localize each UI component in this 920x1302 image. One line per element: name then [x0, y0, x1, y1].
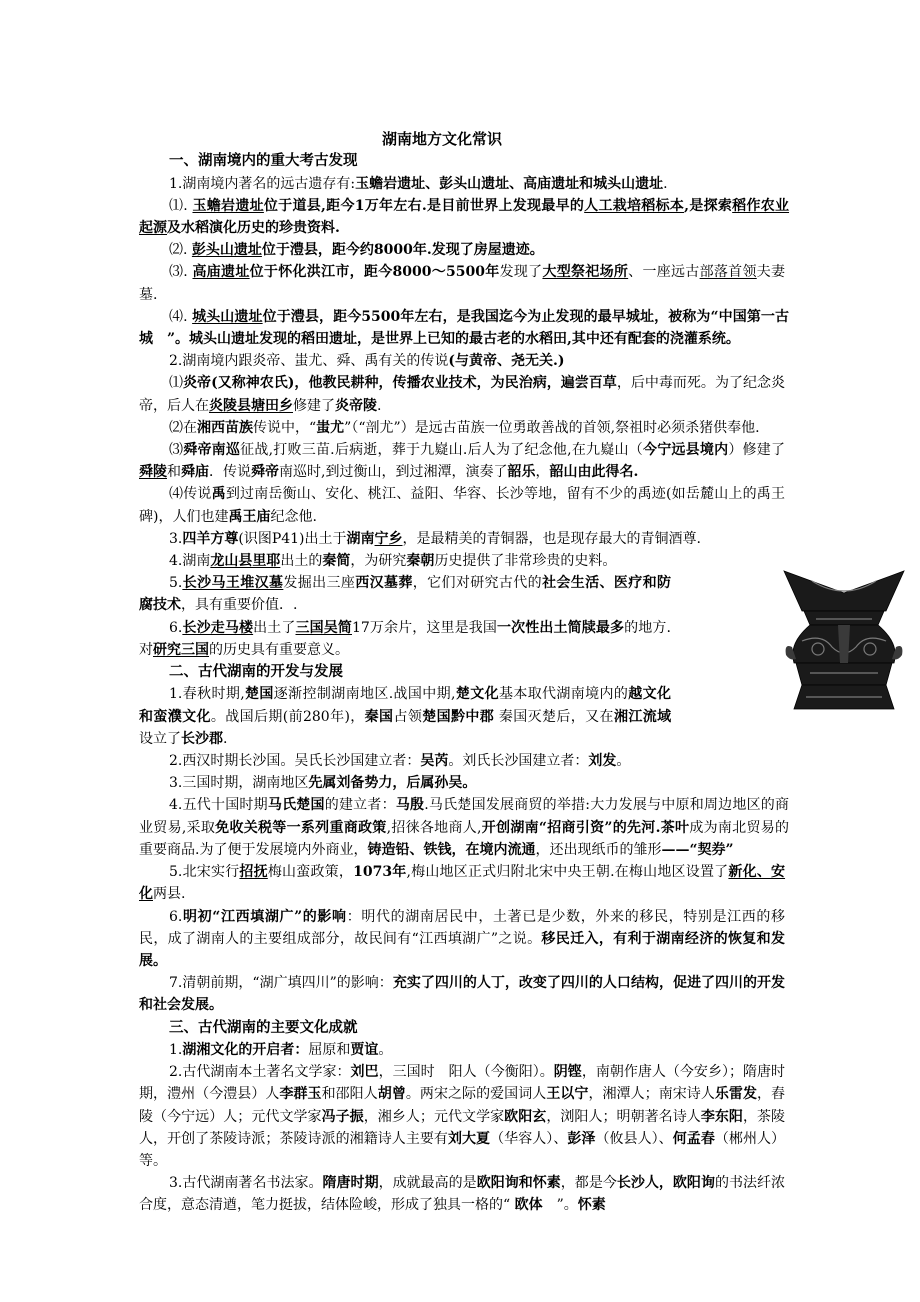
text-run: 舜庙: [181, 464, 209, 481]
text-run: 茶叶: [660, 819, 690, 836]
text-run: 越文化和蛮濮文化: [139, 686, 672, 725]
section-1-body: [139, 173, 790, 661]
text-run: 及水稻演化历史的珍贵资料.: [167, 219, 340, 236]
text-run: ，南朝作唐人（今安乡）；隋唐时期，澧州（今澧县）人: [139, 1064, 786, 1103]
text-run: 。: [616, 753, 631, 770]
text-run: ，还出现纸币的雏形: [535, 841, 662, 858]
text-run: 部落首领: [699, 264, 757, 281]
text-run: （攸县人）、: [595, 1130, 673, 1147]
text-run: 炎陵县塘田乡: [209, 397, 293, 414]
text-run: 禹王庙: [228, 508, 271, 525]
text-run: ）修建了: [728, 441, 786, 458]
text-run: ，都是今: [560, 1175, 617, 1192]
paragraph: [139, 972, 785, 1016]
text-run: 炎帝(又称神农氏)，他教民耕种，传播农业技术，为民治病，遍尝百草: [183, 375, 617, 392]
text-run: 开创湖南“招商引资”的先河.: [481, 819, 661, 836]
text-run: 出土了: [253, 619, 296, 636]
text-run: 1.湖南境内著名的远古遗存有:: [169, 175, 356, 192]
text-run: 。两宋之际的爱国词人: [405, 1086, 547, 1103]
text-run: 夫妻墓.: [139, 264, 786, 303]
text-run: 禹: [211, 486, 226, 503]
document-body: [139, 128, 790, 1217]
text-run: 6.: [169, 908, 183, 925]
text-run: 的地方.对: [139, 619, 671, 658]
text-run: 两县.: [153, 886, 186, 903]
text-run: （华容人）、: [490, 1130, 568, 1147]
text-run: 玉蟾岩遗址、彭头山遗址、高庙遗址和城头山遗址: [355, 175, 664, 192]
text-run: 4.湖南: [169, 552, 211, 569]
text-run: 宁乡: [374, 530, 403, 547]
text-run: 的建立者：: [324, 797, 396, 814]
text-run: ⑷传说: [169, 486, 212, 503]
text-run: 今宁远县境内: [642, 441, 729, 458]
bronze-wine-vessel-icon: [782, 563, 906, 713]
text-run: 欧体: [514, 1197, 543, 1214]
text-run: 2.湖南境内跟炎帝、蚩尤、舜、禹有关的传说: [169, 353, 449, 370]
text-run: 彭泽: [567, 1130, 596, 1147]
text-run: 舜陵: [139, 464, 167, 481]
text-run: 南巡时,到过衡山，到过湘潭，演奏了: [279, 464, 508, 481]
text-run: 位于澧县，距今5500年左右，是我国迄今为止发现的最早城址，被称为“中国第一古城 ”。城头山遗址发现的稻田遗址，是世界上已知的最古老的水稻田,其中还有配套的浇灌系统。: [139, 308, 790, 347]
text-run: 的历史具有重要意义。: [209, 641, 349, 658]
text-run: 新化、安化: [139, 864, 786, 903]
text-run: 位于怀化洪江市，距今8000～5500年: [249, 264, 500, 281]
text-run: ，舂陵（今宁远）人；元代文学家: [139, 1086, 786, 1125]
text-run: 5.北宋实行: [169, 864, 240, 881]
page-title: 湖南地方文化常识: [381, 130, 502, 148]
paragraph: [139, 261, 785, 305]
text-run: 秦国灭楚后，又在: [494, 708, 614, 725]
text-run: 李群玉: [279, 1086, 322, 1103]
text-run: 1.: [169, 1042, 183, 1059]
text-run: ．传说: [209, 464, 251, 481]
text-run: 发现了: [499, 264, 543, 281]
paragraph: [139, 906, 785, 973]
text-run: 、一座远古: [628, 264, 700, 281]
text-run: （郴州人）等。: [139, 1130, 786, 1170]
section-3-body: [139, 1039, 785, 1217]
text-run: ，茶陵人，开创了茶陵诗派；茶陵诗派的湘籍诗人主要有: [139, 1108, 786, 1147]
text-run: 湘西苗族: [197, 419, 253, 436]
text-run: ,招徕各地商人,: [386, 819, 482, 836]
text-run: 2.西汉时期长沙国。吴氏长沙国建立者：: [169, 753, 421, 770]
text-run: 韶山由此得名.: [549, 464, 639, 481]
text-run: 欧阳询和怀素: [476, 1175, 561, 1192]
text-run: 李东阳: [700, 1108, 743, 1125]
text-run: ⑴: [169, 375, 184, 392]
text-run: ⑵.: [169, 242, 192, 259]
text-run: 西汉墓葬: [355, 575, 413, 592]
text-run: 刘发: [588, 753, 617, 770]
text-run: 招抚: [239, 864, 268, 881]
text-run: 湘江流域: [613, 708, 672, 725]
text-run: ，为研究: [350, 552, 407, 569]
text-run: 1073年: [353, 864, 407, 881]
text-run: 马殷: [395, 797, 425, 814]
text-run: ——“契券”: [661, 841, 734, 858]
text-run: 研究三国: [153, 641, 209, 658]
text-run: 3.: [169, 530, 183, 547]
paragraph: [139, 772, 785, 794]
paragraph: [139, 372, 785, 416]
text-run: ，三国时 阳人（今衡阳）。: [378, 1064, 554, 1081]
paragraph: [139, 483, 785, 527]
text-run: 乐雷发: [714, 1086, 758, 1103]
text-run: 三国吴简: [295, 619, 352, 636]
paragraph: [139, 439, 785, 483]
text-run: 一次性出土简牍最多: [497, 619, 625, 636]
text-run: 楚文化: [455, 686, 499, 703]
text-run: 和邵阳人: [321, 1086, 378, 1103]
section-heading-1: 一、湖南境内的重大考古发现: [169, 152, 358, 169]
text-run: 设立了: [139, 730, 181, 747]
text-run: 何孟春: [672, 1130, 715, 1147]
text-run: 明初“江西填湖广”的影响: [182, 908, 347, 925]
text-run: 高庙遗址: [192, 264, 250, 281]
paragraph: [139, 528, 785, 550]
text-run: 长沙人，欧阳询: [616, 1175, 715, 1192]
text-run: 吴芮: [420, 753, 449, 770]
paragraph: [139, 861, 785, 905]
paragraph: [139, 1061, 785, 1172]
text-run: ：明代的湖南居民中，土著已是少数，外来的移民，特别是江西的移民，成了湖南人的主要组成部分，故民间有“江西填湖广”之说。: [139, 908, 786, 947]
text-run: 刘巴: [350, 1064, 379, 1081]
text-run: 成为南北贸易的重要商品.为了便于发展境内外商业，: [139, 819, 790, 858]
paragraph: [139, 794, 789, 861]
text-run: ”。: [542, 1197, 578, 1214]
text-run: 免收关税等一系列重商政策: [215, 819, 387, 836]
text-run: 。刘氏长沙国建立者：: [448, 753, 589, 770]
text-run: 。: [378, 1042, 393, 1059]
text-run: 社会生活、医疗和防腐技术: [139, 575, 672, 614]
text-run: 5.: [169, 575, 183, 592]
section-2-body: [139, 683, 790, 1016]
text-run: 征战,打败三苗.后病逝，葬于九嶷山.后人为了纪念他,在九嶷山（: [240, 441, 643, 458]
text-run: 修建了: [293, 397, 335, 414]
paragraph: [139, 350, 785, 372]
text-run: (识图P41)出土于: [238, 530, 347, 547]
text-run: ，湘乡人；元代文学家: [363, 1108, 505, 1125]
text-run: 到过南岳衡山、安化、桃江、益阳、华容、长沙等地，留有不少的禹迹(如岳麓山上的禹王碑)，人们也建: [139, 486, 786, 525]
text-run: 1.春秋时期,: [169, 686, 245, 703]
text-run: 7.清朝前期，“湖广填四川”的影响：: [169, 975, 393, 992]
paragraph: [139, 195, 789, 239]
text-run: 先属刘备势力，后属孙吴。: [308, 775, 477, 792]
text-run: 阴铿: [553, 1064, 582, 1081]
text-run: ⑴.: [169, 197, 193, 214]
text-run: 彭头山遗址: [191, 242, 262, 259]
paragraph: [139, 572, 671, 616]
text-run: 长沙走马楼: [182, 619, 254, 636]
text-run: 楚国黔中郡: [422, 708, 495, 725]
text-run: 秦国: [364, 708, 394, 725]
text-run: .: [223, 730, 228, 747]
text-run: ，后中毒而死。为了纪念炎帝，后人在: [139, 375, 786, 414]
text-run: 龙山县里耶: [210, 552, 281, 569]
text-run: 贾谊: [350, 1042, 379, 1059]
text-run: 城头山遗址: [192, 308, 263, 325]
text-run: ⑶.: [169, 264, 193, 281]
text-run: 和: [167, 464, 181, 481]
paragraph: [139, 550, 785, 572]
text-run: 铸造铅、铁钱，在境内流通: [367, 841, 536, 858]
text-run: .: [663, 175, 668, 192]
text-run: 移民迁入，有利于湖南经济的恢复和发展。: [139, 930, 785, 969]
text-run: ，具有重要价值．.: [181, 597, 298, 614]
text-run: 占领: [393, 708, 423, 725]
text-run: ”（“剖尤”）是远古苗族一位勇敢善战的首领,祭祖时必须杀猪供奉他.: [344, 419, 760, 436]
text-run: 稻作农业起源: [139, 197, 790, 236]
text-run: 人工栽培稻标本: [584, 197, 685, 214]
text-run: 位于澧县，距今约8000年.发现了房屋遗迹。: [261, 242, 544, 259]
text-run: 3.三国时期，湖南地区: [169, 775, 309, 792]
text-run: 舜帝南巡: [183, 441, 241, 458]
text-run: ⑵在: [169, 419, 197, 436]
paragraph: [139, 1172, 785, 1216]
text-run: 梅山蛮政策，: [267, 864, 354, 881]
text-run: ⑷.: [169, 308, 193, 325]
text-run: ，是最精美的青铜器，也是现存最大的青铜酒尊.: [402, 530, 701, 547]
text-run: 王以宁: [546, 1086, 589, 1103]
text-run: 怀素: [577, 1197, 606, 1214]
text-run: 炎帝陵: [335, 397, 377, 414]
text-run: 2.古代湖南本土著名文学家：: [169, 1064, 351, 1081]
text-run: 历史提供了非常珍贵的史料。: [434, 552, 617, 569]
text-run: ，湘潭人；南宋诗人: [588, 1086, 715, 1103]
text-run: 隋唐时期: [322, 1175, 379, 1192]
text-run: ，成就最高的是: [378, 1175, 477, 1192]
text-run: .马氏楚国发展商贸的举措:大力发展与中原和周边地区的商业贸易,采取: [139, 797, 790, 836]
text-run: 4.五代十国时期: [169, 797, 268, 814]
text-run: 传说中，“: [253, 419, 317, 436]
text-run: (与黄帝、尧无关.): [448, 353, 565, 370]
text-run: 位于道县,距今1万年左右.是目前世界上发现最早的: [263, 197, 585, 214]
text-run: 出土的: [280, 552, 323, 569]
text-run: 17万余片，这里是我国: [351, 619, 498, 636]
text-run: 大型祭祀场所: [542, 264, 629, 281]
text-run: 长沙马王堆汉墓: [182, 575, 284, 592]
text-run: 屈原和: [308, 1042, 351, 1059]
text-run: ，浏阳人；明朝著名诗人: [546, 1108, 701, 1125]
text-run: 欧阳玄: [504, 1108, 547, 1125]
text-run: ,梅山地区正式归附北宋中央王朝.在梅山地区设置了: [406, 864, 729, 881]
paragraph: [139, 617, 671, 661]
paragraph: [139, 306, 789, 350]
text-run: 6.: [169, 619, 183, 636]
text-run: 玉蟾岩遗址: [192, 197, 264, 214]
text-run: 基本取代湖南境内的: [498, 686, 629, 703]
section-heading-3: 三、古代湖南的主要文化成就: [169, 1018, 358, 1036]
text-run: 逐渐控制湖南地区.战国中期,: [273, 686, 456, 703]
text-run: 充实了四川的人丁，改变了四川的人口结构，促进了四川的开发和社会发展。: [139, 975, 786, 1014]
text-run: 的书法纤浓合度，意态清遒，笔力挺拔，结体险峻，形成了独具一格的“: [139, 1175, 786, 1214]
text-run: 舜帝: [251, 464, 279, 481]
paragraph: [139, 173, 785, 195]
text-run: 冯子振: [321, 1108, 364, 1125]
text-run: ，: [535, 464, 550, 481]
paragraph: [139, 417, 789, 439]
text-run: .: [377, 397, 382, 414]
text-run: 3.古代湖南著名书法家。: [169, 1175, 323, 1192]
text-run: 发掘出三座: [283, 575, 356, 592]
text-run: 长沙郡: [181, 730, 223, 747]
text-run: 秦简: [322, 552, 351, 569]
text-run: 湖湘文化的开启者：: [182, 1042, 309, 1059]
text-run: 秦朝: [406, 552, 435, 569]
text-run: 刘大夏: [447, 1130, 491, 1147]
text-run: 湖南: [346, 530, 375, 547]
paragraph: [139, 239, 785, 261]
text-run: 蚩尤: [316, 419, 345, 436]
text-run: 四羊方尊: [182, 530, 239, 547]
text-run: ,是探索: [684, 197, 733, 214]
text-run: ⑶: [169, 441, 184, 458]
text-run: 楚国: [244, 686, 274, 703]
paragraph: [139, 750, 785, 772]
text-run: 纪念他.: [270, 508, 317, 525]
text-run: 韶乐: [507, 464, 536, 481]
paragraph: [139, 1039, 785, 1061]
text-run: ，它们对研究古代的: [412, 575, 543, 592]
paragraph: [139, 683, 671, 750]
text-run: 。战国后期(前280年)，: [210, 708, 365, 725]
text-run: 马氏楚国: [267, 797, 325, 814]
text-run: 胡曾: [377, 1086, 406, 1103]
section-heading-2: 二、古代湖南的开发与发展: [169, 662, 343, 680]
